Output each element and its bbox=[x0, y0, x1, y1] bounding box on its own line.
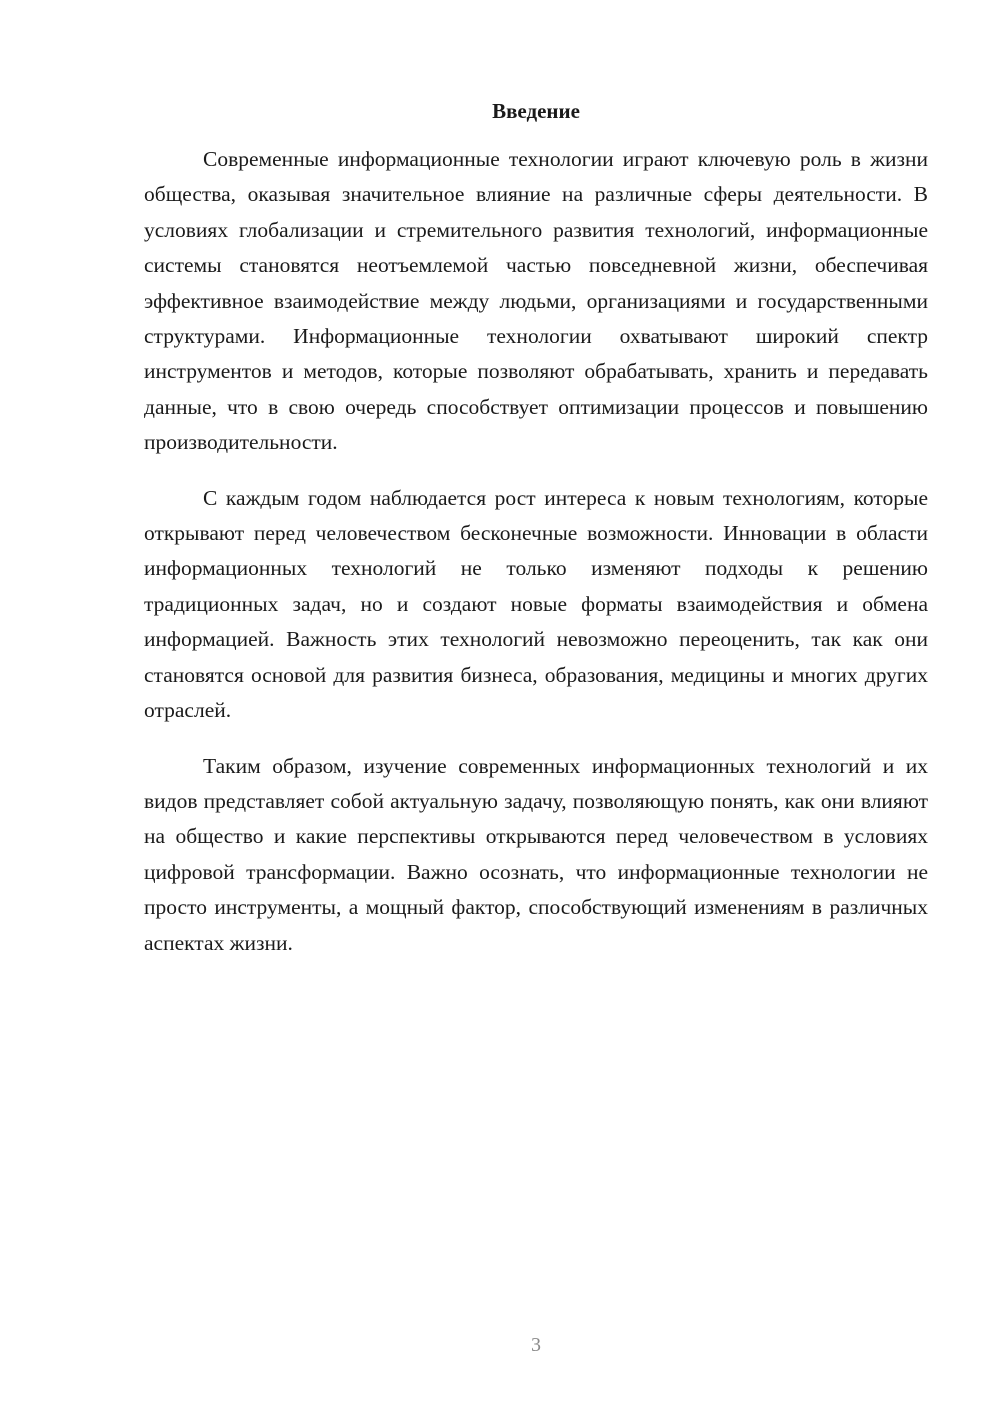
paragraph-1: Современные информационные технологии играют ключевую роль в жизни общества, оказывая значительное влияние на различные сферы деятельности. В условиях глобализации и стремительного развития технологий, информационные системы становятся неотъемлемой частью повседневной жизни, обеспечивая эффективное взаимодействие между людьми, организациями и государственными структурами. Информационные технологии охватывают широкий спектр инструментов и методов, которые позволяют обрабатывать, хранить и передавать данные, что в свою очередь способствует оптимизации процессов и повышению производительности. bbox=[144, 147, 928, 455]
page-number: 3 bbox=[531, 1334, 541, 1356]
section-title: Введение bbox=[492, 99, 580, 123]
body-text bbox=[144, 142, 928, 981]
paragraph-2: С каждым годом наблюдается рост интереса к новым технологиям, которые открывают перед человечеством бесконечные возможности. Инновации в области информационных технологий не только изменяют подходы к решению традиционных задач, но и создают новые форматы взаимодействия и обмена информацией. Важность этих технологий невозможно переоценить, так как они становятся основой для развития бизнеса, образования, медицины и многих других отраслей. bbox=[144, 485, 928, 723]
paragraph-3: Таким образом, изучение современных информационных технологий и их видов представляет собой актуальную задачу, позволяющую понять, как они влияют на общество и какие перспективы открываются перед человечеством в условиях цифровой трансформации. Важно осознать, что информационные технологии не просто инструменты, а мощный фактор, способствующий изменениям в различных аспектах жизни. bbox=[144, 753, 928, 955]
